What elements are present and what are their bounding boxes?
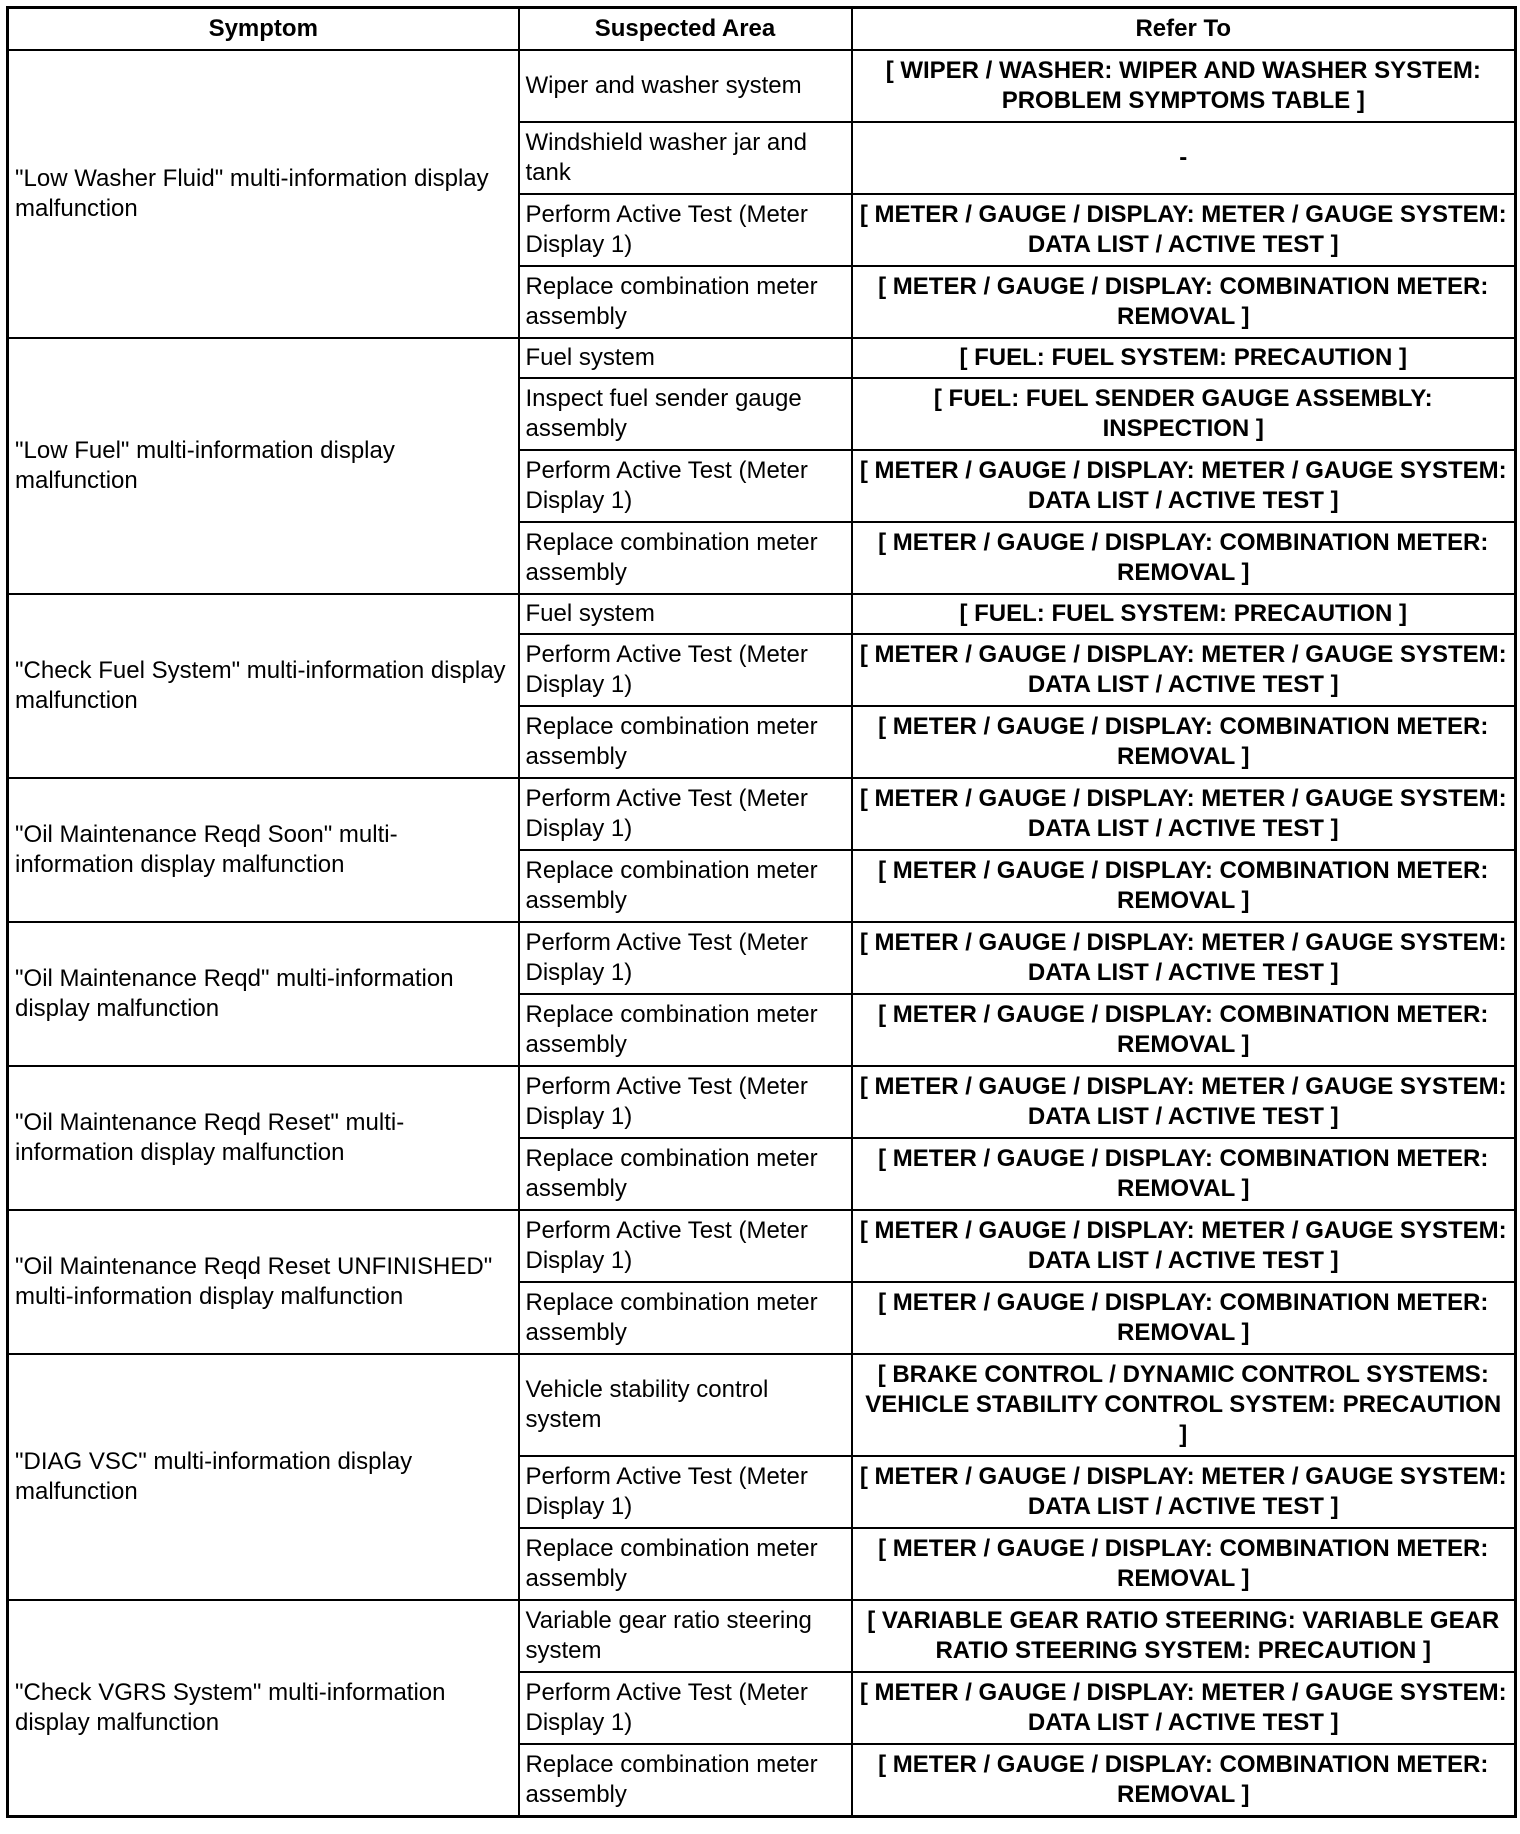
suspected-area-cell: Perform Active Test (Meter Display 1): [519, 1672, 852, 1744]
suspected-area-cell: Replace combination meter assembly: [519, 1282, 852, 1354]
refer-to-cell: [ METER / GAUGE / DISPLAY: COMBINATION METER: REMOVAL ]: [852, 266, 1516, 338]
suspected-area-cell: Replace combination meter assembly: [519, 706, 852, 778]
suspected-area-cell: Wiper and washer system: [519, 50, 852, 122]
table-row: [8, 1354, 1516, 1456]
suspected-area-cell: Perform Active Test (Meter Display 1): [519, 778, 852, 850]
table-header-row: [8, 8, 1516, 51]
suspected-area-cell: Replace combination meter assembly: [519, 994, 852, 1066]
suspected-area-cell: Vehicle stability control system: [519, 1354, 852, 1456]
refer-to-cell: [ METER / GAUGE / DISPLAY: COMBINATION METER: REMOVAL ]: [852, 1138, 1516, 1210]
suspected-area-cell: Perform Active Test (Meter Display 1): [519, 1066, 852, 1138]
refer-to-cell: -: [852, 122, 1516, 194]
refer-to-cell: [ WIPER / WASHER: WIPER AND WASHER SYSTEM: PROBLEM SYMPTOMS TABLE ]: [852, 50, 1516, 122]
suspected-area-cell: Variable gear ratio steering system: [519, 1600, 852, 1672]
refer-to-cell: [ METER / GAUGE / DISPLAY: COMBINATION METER: REMOVAL ]: [852, 1744, 1516, 1817]
refer-to-cell: [ METER / GAUGE / DISPLAY: COMBINATION METER: REMOVAL ]: [852, 706, 1516, 778]
refer-to-cell: [ METER / GAUGE / DISPLAY: METER / GAUGE SYSTEM: DATA LIST / ACTIVE TEST ]: [852, 1456, 1516, 1528]
refer-to-cell: [ METER / GAUGE / DISPLAY: METER / GAUGE SYSTEM: DATA LIST / ACTIVE TEST ]: [852, 450, 1516, 522]
refer-to-cell: [ METER / GAUGE / DISPLAY: METER / GAUGE SYSTEM: DATA LIST / ACTIVE TEST ]: [852, 194, 1516, 266]
table-row: [8, 922, 1516, 994]
table-row: [8, 50, 1516, 122]
symptom-cell: "Oil Maintenance Reqd Reset UNFINISHED" multi-information display malfunction: [8, 1210, 519, 1354]
refer-to-cell: [ FUEL: FUEL SYSTEM: PRECAUTION ]: [852, 338, 1516, 378]
suspected-area-cell: Perform Active Test (Meter Display 1): [519, 634, 852, 706]
suspected-area-cell: Replace combination meter assembly: [519, 1744, 852, 1817]
symptom-cell: "DIAG VSC" multi-information display malfunction: [8, 1354, 519, 1600]
table-row: [8, 778, 1516, 850]
symptom-cell: "Oil Maintenance Reqd Soon" multi-information display malfunction: [8, 778, 519, 922]
refer-to-cell: [ METER / GAUGE / DISPLAY: METER / GAUGE SYSTEM: DATA LIST / ACTIVE TEST ]: [852, 922, 1516, 994]
table-body: [8, 50, 1516, 1817]
suspected-area-cell: Perform Active Test (Meter Display 1): [519, 194, 852, 266]
symptom-cell: "Check VGRS System" multi-information display malfunction: [8, 1600, 519, 1817]
suspected-area-cell: Replace combination meter assembly: [519, 522, 852, 594]
refer-to-cell: [ FUEL: FUEL SENDER GAUGE ASSEMBLY: INSPECTION ]: [852, 378, 1516, 450]
refer-to-cell: [ METER / GAUGE / DISPLAY: METER / GAUGE SYSTEM: DATA LIST / ACTIVE TEST ]: [852, 634, 1516, 706]
suspected-area-cell: Perform Active Test (Meter Display 1): [519, 922, 852, 994]
symptom-cell: "Low Fuel" multi-information display malfunction: [8, 338, 519, 594]
table-row: [8, 594, 1516, 634]
suspected-area-cell: Perform Active Test (Meter Display 1): [519, 1210, 852, 1282]
suspected-area-cell: Replace combination meter assembly: [519, 850, 852, 922]
suspected-area-cell: Windshield washer jar and tank: [519, 122, 852, 194]
suspected-area-cell: Replace combination meter assembly: [519, 266, 852, 338]
suspected-area-cell: Fuel system: [519, 338, 852, 378]
symptom-cell: "Oil Maintenance Reqd Reset" multi-information display malfunction: [8, 1066, 519, 1210]
suspected-area-cell: Replace combination meter assembly: [519, 1528, 852, 1600]
refer-to-cell: [ METER / GAUGE / DISPLAY: METER / GAUGE SYSTEM: DATA LIST / ACTIVE TEST ]: [852, 1066, 1516, 1138]
suspected-area-cell: Perform Active Test (Meter Display 1): [519, 1456, 852, 1528]
table-row: [8, 1210, 1516, 1282]
header-refer-to: Refer To: [852, 8, 1516, 51]
suspected-area-cell: Replace combination meter assembly: [519, 1138, 852, 1210]
refer-to-cell: [ METER / GAUGE / DISPLAY: COMBINATION METER: REMOVAL ]: [852, 1528, 1516, 1600]
symptom-cell: "Oil Maintenance Reqd" multi-information display malfunction: [8, 922, 519, 1066]
refer-to-cell: [ METER / GAUGE / DISPLAY: COMBINATION METER: REMOVAL ]: [852, 850, 1516, 922]
table-row: [8, 1600, 1516, 1672]
table-row: [8, 338, 1516, 378]
symptom-cell: "Low Washer Fluid" multi-information display malfunction: [8, 50, 519, 338]
refer-to-cell: [ METER / GAUGE / DISPLAY: METER / GAUGE SYSTEM: DATA LIST / ACTIVE TEST ]: [852, 1672, 1516, 1744]
header-suspected-area: Suspected Area: [519, 8, 852, 51]
symptom-cell: "Check Fuel System" multi-information display malfunction: [8, 594, 519, 778]
suspected-area-cell: Inspect fuel sender gauge assembly: [519, 378, 852, 450]
document-page: [6, 6, 1514, 1818]
refer-to-cell: [ METER / GAUGE / DISPLAY: COMBINATION METER: REMOVAL ]: [852, 522, 1516, 594]
suspected-area-cell: Perform Active Test (Meter Display 1): [519, 450, 852, 522]
refer-to-cell: [ METER / GAUGE / DISPLAY: COMBINATION METER: REMOVAL ]: [852, 994, 1516, 1066]
refer-to-cell: [ FUEL: FUEL SYSTEM: PRECAUTION ]: [852, 594, 1516, 634]
refer-to-cell: [ METER / GAUGE / DISPLAY: METER / GAUGE SYSTEM: DATA LIST / ACTIVE TEST ]: [852, 778, 1516, 850]
refer-to-cell: [ METER / GAUGE / DISPLAY: COMBINATION METER: REMOVAL ]: [852, 1282, 1516, 1354]
suspected-area-cell: Fuel system: [519, 594, 852, 634]
refer-to-cell: [ BRAKE CONTROL / DYNAMIC CONTROL SYSTEMS: VEHICLE STABILITY CONTROL SYSTEM: PRECAUTION ]: [852, 1354, 1516, 1456]
refer-to-cell: [ METER / GAUGE / DISPLAY: METER / GAUGE SYSTEM: DATA LIST / ACTIVE TEST ]: [852, 1210, 1516, 1282]
header-symptom: Symptom: [8, 8, 519, 51]
problem-symptoms-table: [6, 6, 1517, 1818]
table-row: [8, 1066, 1516, 1138]
refer-to-cell: [ VARIABLE GEAR RATIO STEERING: VARIABLE GEAR RATIO STEERING SYSTEM: PRECAUTION ]: [852, 1600, 1516, 1672]
